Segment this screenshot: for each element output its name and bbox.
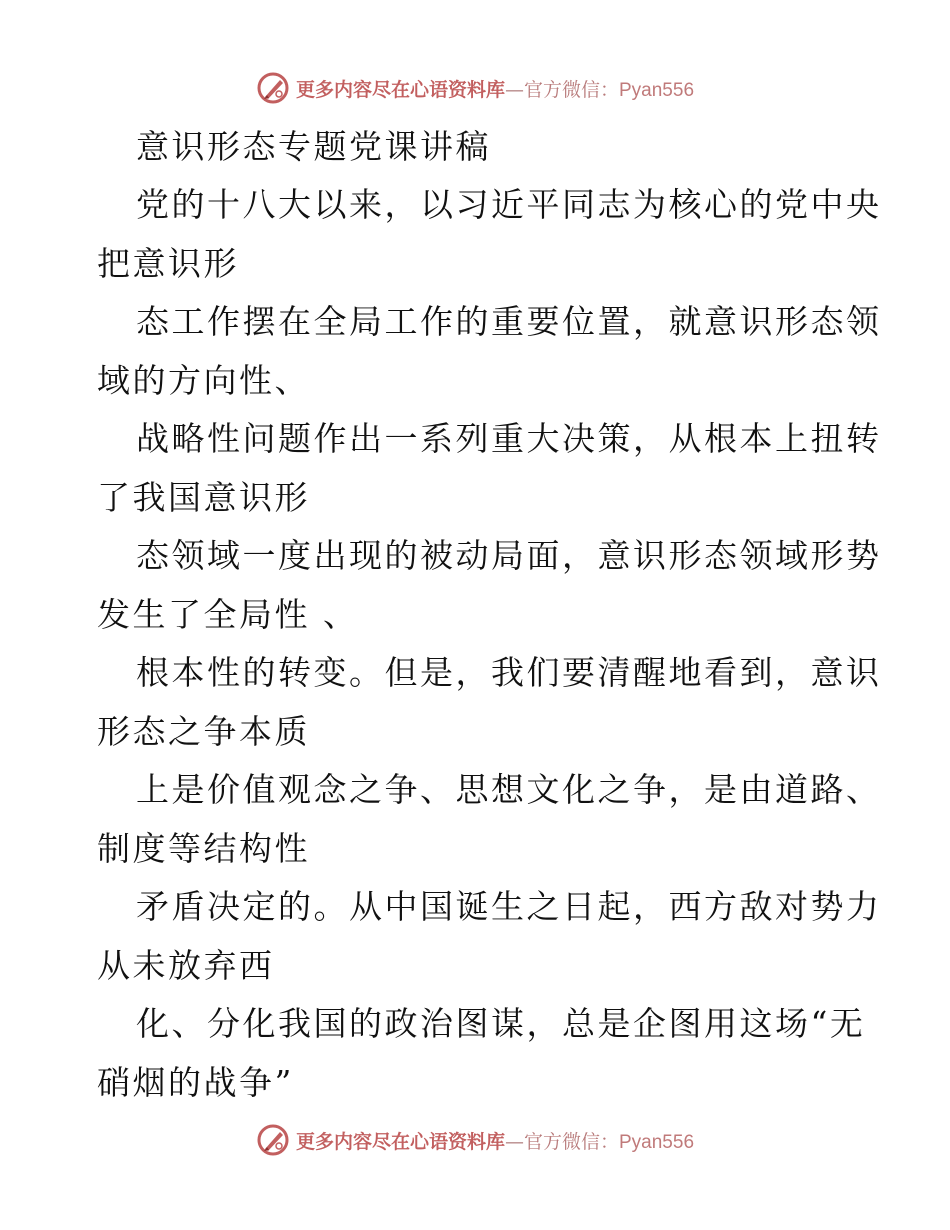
watermark-main: 更多内容尽在心语资料库 xyxy=(295,78,505,101)
watermark-wechat-id: Pyan556 xyxy=(619,1131,695,1153)
document-title: 意识形态专题党课讲稿 xyxy=(136,127,491,166)
watermark-dash: — xyxy=(504,1130,524,1153)
watermark-wechat-label: 官方微信： xyxy=(523,1130,619,1153)
text-line: 制度等结构性 xyxy=(97,829,310,868)
text-line: 形态之争本质 xyxy=(97,712,310,751)
text-line: 党的十八大以来，以习近平同志为核心的党中央 xyxy=(136,185,882,224)
text-line: 硝烟的战争” xyxy=(97,1063,294,1102)
watermark-main: 更多内容尽在心语资料库 xyxy=(295,1130,505,1153)
header-watermark xyxy=(0,68,950,108)
text-line: 战略性问题作出一系列重大决策，从根本上扭转 xyxy=(136,419,882,458)
text-line: 化、分化我国的政治图谋，总是企图用这场“无 xyxy=(136,1004,866,1043)
text-line: 态工作摆在全局工作的重要位置，就意识形态领 xyxy=(136,302,882,341)
quill-pen-logo-icon xyxy=(256,71,290,105)
watermark-text xyxy=(296,75,694,102)
text-line: 发生了全局性 、 xyxy=(97,595,359,634)
quill-pen-logo-icon xyxy=(256,1123,290,1157)
watermark-dash: — xyxy=(504,78,524,101)
footer-watermark xyxy=(0,1120,950,1160)
watermark-wechat-id: Pyan556 xyxy=(619,79,695,101)
text-line: 域的方向性、 xyxy=(97,361,310,400)
watermark-text xyxy=(296,1127,694,1154)
watermark-wechat-label: 官方微信： xyxy=(523,78,619,101)
text-line: 把意识形 xyxy=(97,244,239,283)
text-line: 态领域一度出现的被动局面，意识形态领域形势 xyxy=(136,536,882,575)
text-line: 了我国意识形 xyxy=(97,478,310,517)
text-line: 上是价值观念之争、思想文化之争，是由道路、 xyxy=(136,770,882,809)
text-line: 根本性的转变。但是，我们要清醒地看到，意识 xyxy=(136,653,882,692)
text-line: 从未放弃西 xyxy=(97,946,275,985)
text-line: 矛盾决定的。从中国诞生之日起，西方敌对势力 xyxy=(136,887,882,926)
